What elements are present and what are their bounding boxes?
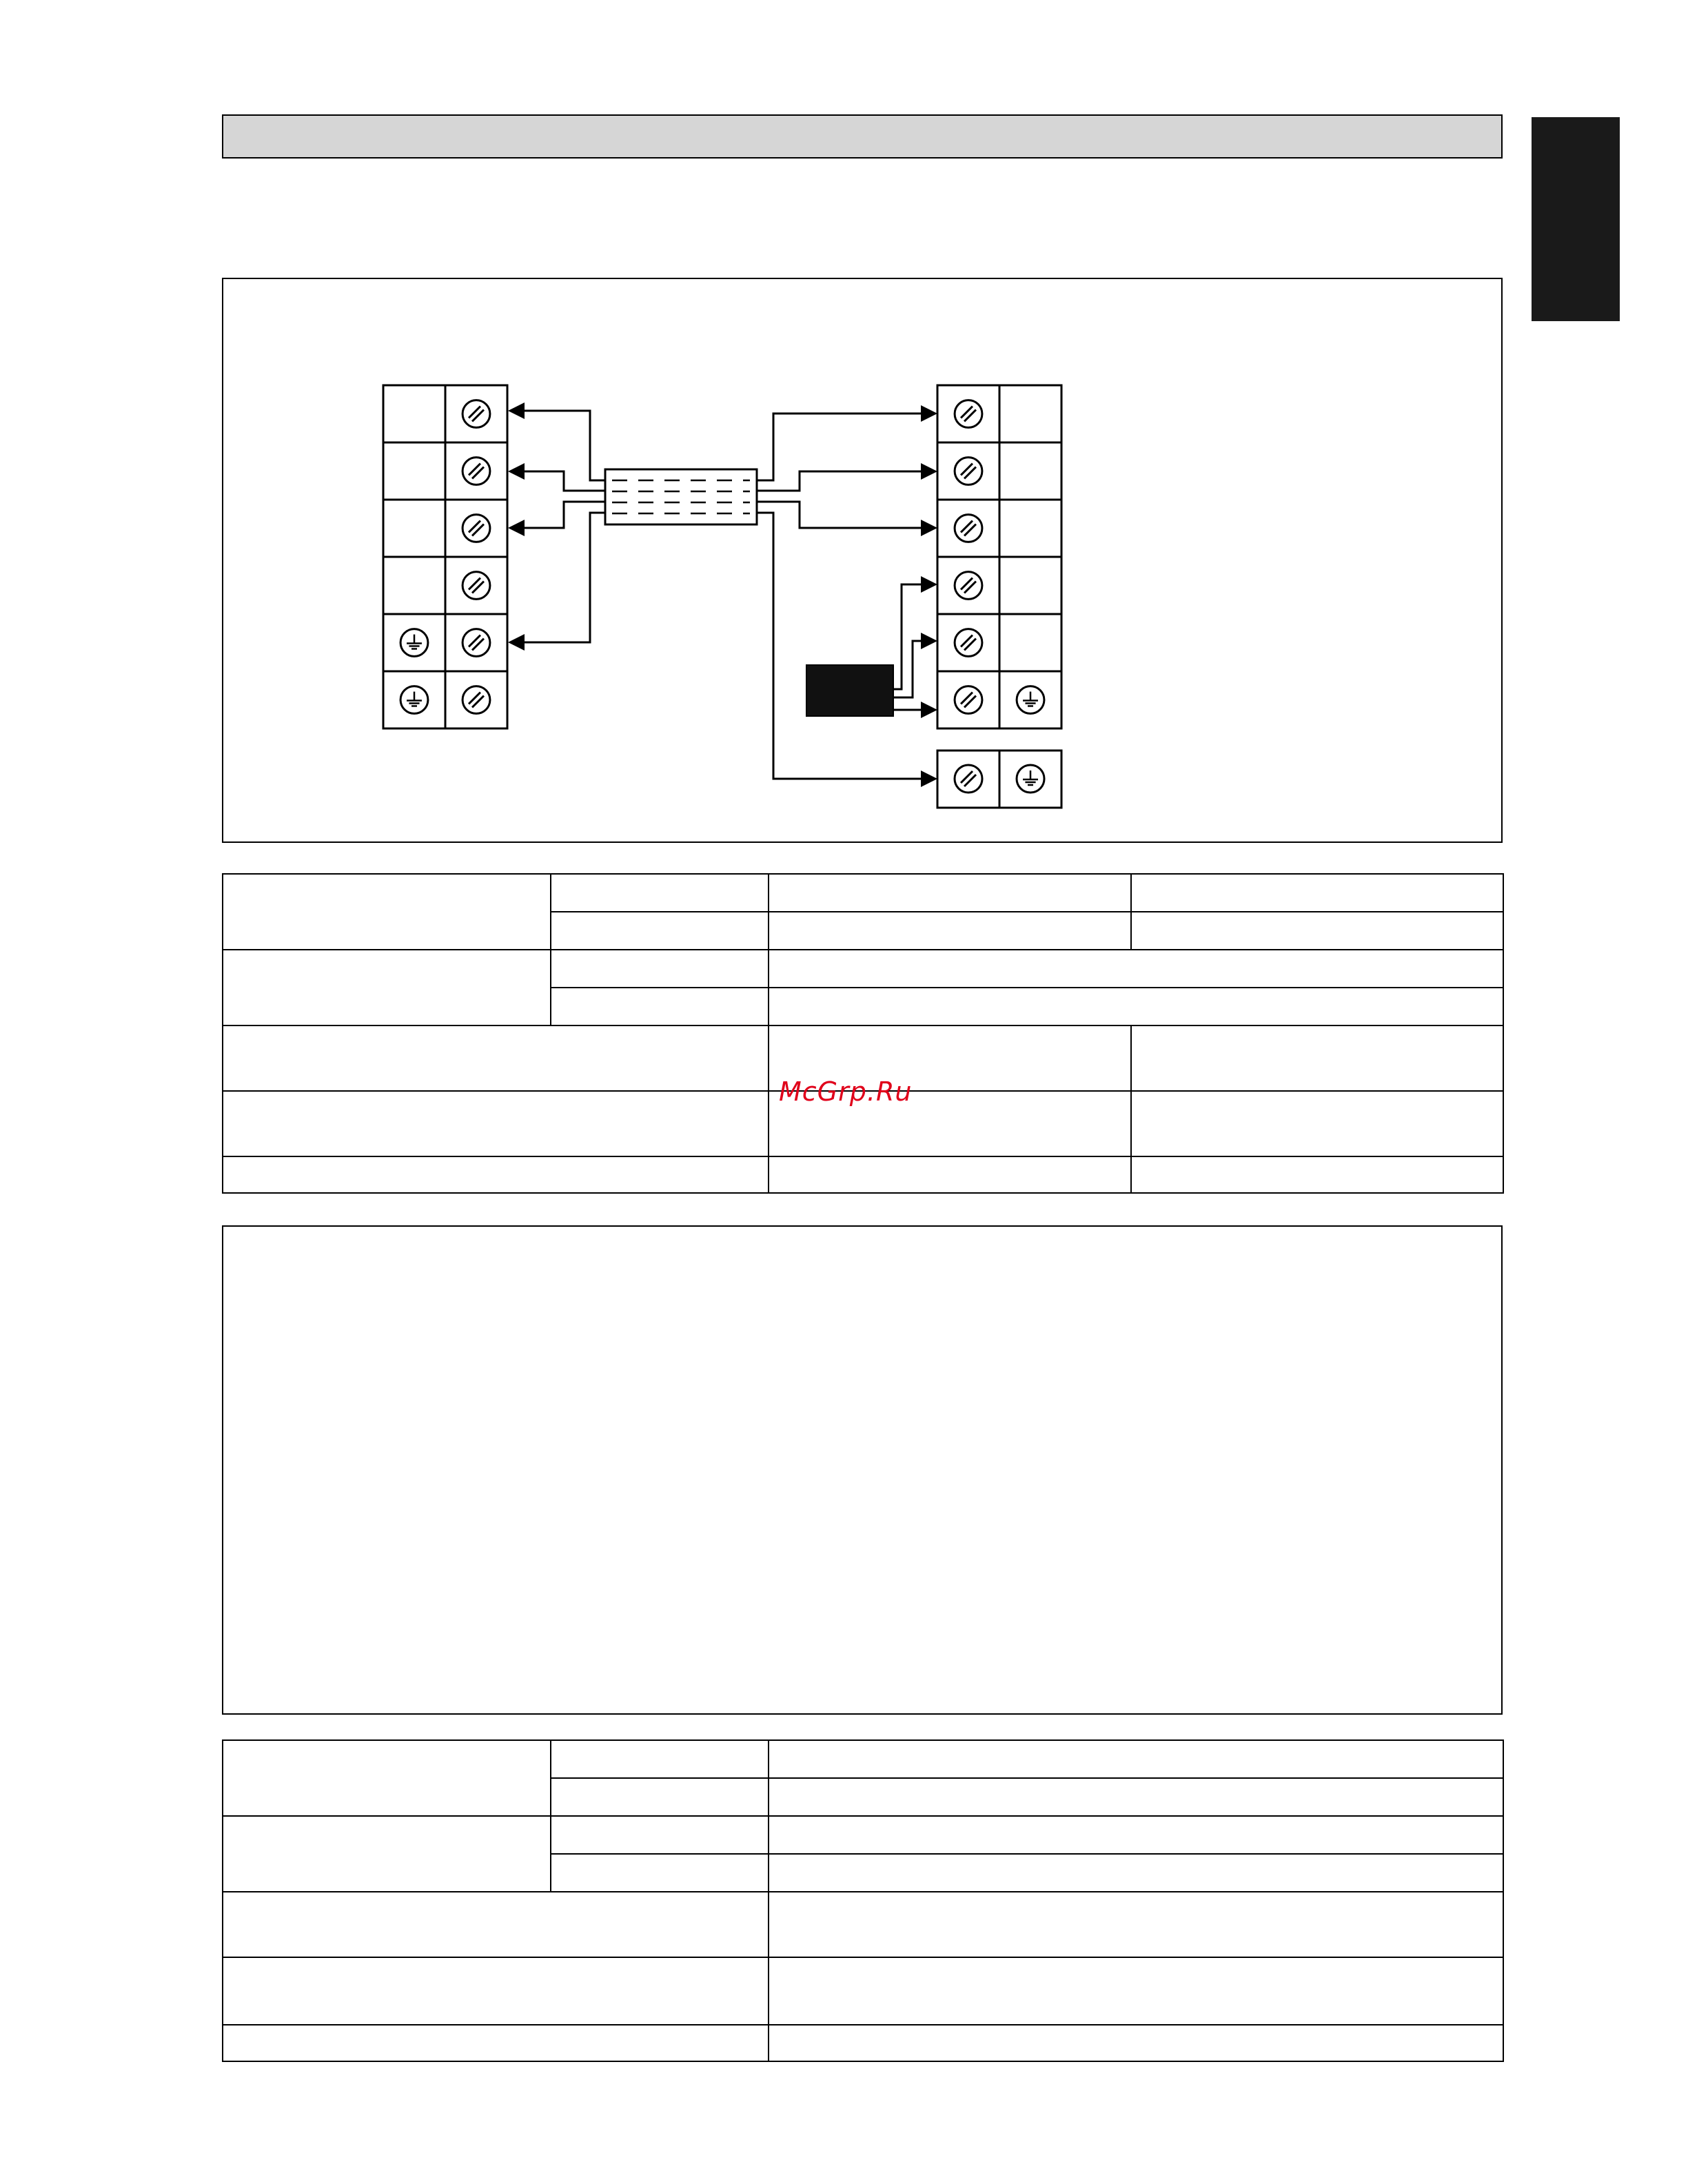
screw-terminal-icon [955,765,982,793]
table1-cell [223,1025,769,1091]
screw-terminal-icon [955,572,982,600]
screw-terminal-icon [955,686,982,714]
right-terminal-block-1-screw-cell [999,442,1061,500]
shielded-cable-1 [605,469,757,524]
left-terminal-block-1-label-cell [383,500,445,557]
screw-terminal-icon [955,629,982,657]
wire [757,471,924,491]
right-terminal-block-1-screw-cell [999,385,1061,442]
table1-cell [769,912,1131,950]
table2-cell [551,1778,769,1816]
table2-cell [769,1854,1503,1892]
watermark-text: McGrp.Ru [779,1076,913,1107]
table2-cell [769,1740,1503,1778]
left-terminal-block-1-label-cell [383,442,445,500]
table1-cell [769,874,1131,912]
wire [522,411,605,480]
arrowhead-icon [508,463,525,480]
table1-cell [1131,1025,1503,1091]
table1-cell [551,874,769,912]
screw-terminal-icon [462,458,490,485]
wire [757,502,924,528]
table1-cell [769,1156,1131,1193]
table2-cell [223,1816,551,1892]
table1-cell [1131,912,1503,950]
table1-cell [769,950,1503,988]
arrowhead-icon [921,770,937,787]
arrowhead-icon [921,702,937,718]
arrowhead-icon [921,463,937,480]
wiring-diagram-panel-2 [222,1225,1503,1715]
table1-cell [551,950,769,988]
table1-cell [1131,874,1503,912]
table2-cell [769,1892,1503,1957]
screw-terminal-icon [462,400,490,428]
wire [757,513,924,779]
table1-cell [223,874,551,950]
screw-terminal-icon [462,572,490,600]
table2-cell [223,1957,769,2025]
table2-cell [769,1957,1503,2025]
arrowhead-icon [921,520,937,536]
arrowhead-icon [921,576,937,593]
table2-cell [551,1740,769,1778]
table1-cell [551,912,769,950]
arrowhead-icon [921,633,937,649]
arrowhead-icon [508,520,525,536]
table2-cell [223,2025,769,2061]
spec-table-2 [222,1739,1504,2062]
table2-cell [223,1892,769,1957]
screw-terminal-icon [955,515,982,542]
table2-cell [223,1740,551,1816]
left-terminal-block-1-label-cell [383,385,445,442]
table1-cell [1131,1156,1503,1193]
power-supply-box-1 [806,665,893,716]
screw-terminal-icon [955,458,982,485]
table2-cell [551,1816,769,1854]
table2-cell [769,2025,1503,2061]
wire [757,414,924,480]
screw-terminal-icon [955,400,982,428]
table1-cell [223,950,551,1025]
table2-cell [769,1816,1503,1854]
right-terminal-block-1-screw-cell [999,614,1061,671]
table1-cell [223,1156,769,1193]
wire [522,502,605,528]
table1-cell [551,988,769,1025]
arrowhead-icon [508,634,525,651]
arrowhead-icon [508,402,525,419]
wire [893,584,924,689]
wire [522,513,605,642]
table2-cell [551,1854,769,1892]
right-terminal-block-1-screw-cell [999,500,1061,557]
screw-terminal-icon [462,629,490,657]
table2-cell [769,1778,1503,1816]
screw-terminal-icon [462,515,490,542]
table1-cell [769,988,1503,1025]
right-terminal-block-1-screw-cell [999,557,1061,614]
table1-cell [223,1091,769,1156]
arrowhead-icon [921,405,937,422]
spec-table-1 [222,873,1504,1194]
screw-terminal-icon [462,686,490,714]
left-terminal-block-1-label-cell [383,557,445,614]
table1-cell [1131,1091,1503,1156]
